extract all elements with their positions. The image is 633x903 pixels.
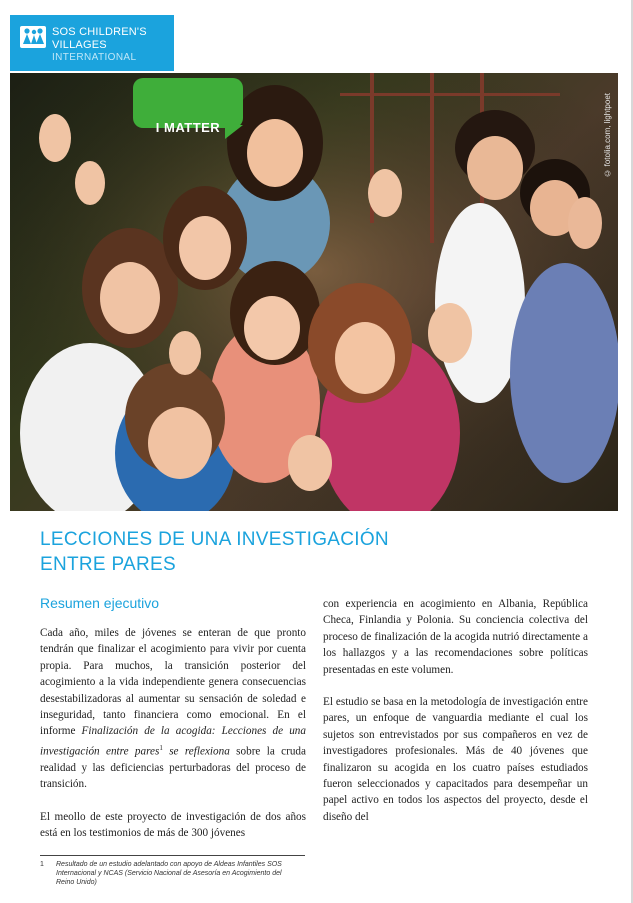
- title-line-1: LECCIONES DE UNA INVESTIGACIÓN: [40, 529, 389, 550]
- report-title: Finalización de la acogida: Lecciones de una investigación entre pares: [40, 725, 306, 758]
- paragraph-4: El estudio se basa en la metodología de investigación entre pares, un enfoque de vanguardia mediante el cual los sujetos son entrevistados por sus compañeros en vez de investigadores profesionales. Más de 40 jóvenes que finalizaron su acogida en los cuatro países estudiados fueron seleccionados y capacitados para desempeñar un papel activo en todos los aspectos del proyecto, desde el diseño del: [323, 696, 588, 823]
- footnote-text: Resultado de un estudio adelantado con apoyo de Aldeas Infantiles SOS Internacional y NCAS (Servicio Nacional de Asesoría en Acogimiento del Reino Unido): [56, 861, 282, 886]
- text-column-right: [323, 596, 588, 841]
- footnote-number: 1: [40, 861, 44, 868]
- logo-text-line2: VILLAGES: [52, 39, 107, 51]
- footnote-divider: [40, 855, 305, 856]
- hero-photo: [10, 73, 618, 511]
- footnote-ref: 1: [159, 743, 163, 752]
- title-line-2: ENTRE PARES: [40, 554, 176, 575]
- logo-text-line3: INTERNATIONAL: [52, 52, 137, 63]
- section-heading: Resumen ejecutivo: [40, 595, 160, 611]
- paragraph-1: Cada año, miles de jóvenes se enteran de que pronto tendrán que finalizar el acogimiento para vivir por cuenta propia. Para muchos, la transición posterior del acogimiento a la vida independiente genera consecuencias desestabilizadoras al aumentar su sensación de soledad e inseguridad, tanto financiera como emocional. En el informe Finalización de la acogida: Lecciones de una investigación entre pares$^1$ se reflexiona sobre la cruda realidad y las deficiencias perturbadoras del proceso de transición.: [40, 627, 306, 791]
- group-of-youths-illustration: [10, 73, 618, 511]
- article-title: [40, 527, 600, 577]
- paragraph-3: con experiencia en acogimiento en Albania, República Checa, Finlandia y Polonia. Su conciencia colectiva del proceso de finalización de la acogida nutrió directamente a los hallazgos y a las recomendaciones sobre políticas presentadas en este volumen.: [323, 598, 588, 676]
- sos-children-icon: [20, 26, 46, 48]
- photo-credit: © fotolia.com, lightpoet: [603, 93, 612, 178]
- logo-text-line1: SOS CHILDREN'S: [52, 26, 147, 38]
- paragraph-2: El meollo de este proyecto de investigación de dos años está en los testimonios de más de 300 jóvenes: [40, 810, 306, 840]
- text-column-left: [40, 625, 306, 858]
- speech-bubble-text: I MATTER: [155, 120, 221, 135]
- sos-logo: [10, 15, 174, 71]
